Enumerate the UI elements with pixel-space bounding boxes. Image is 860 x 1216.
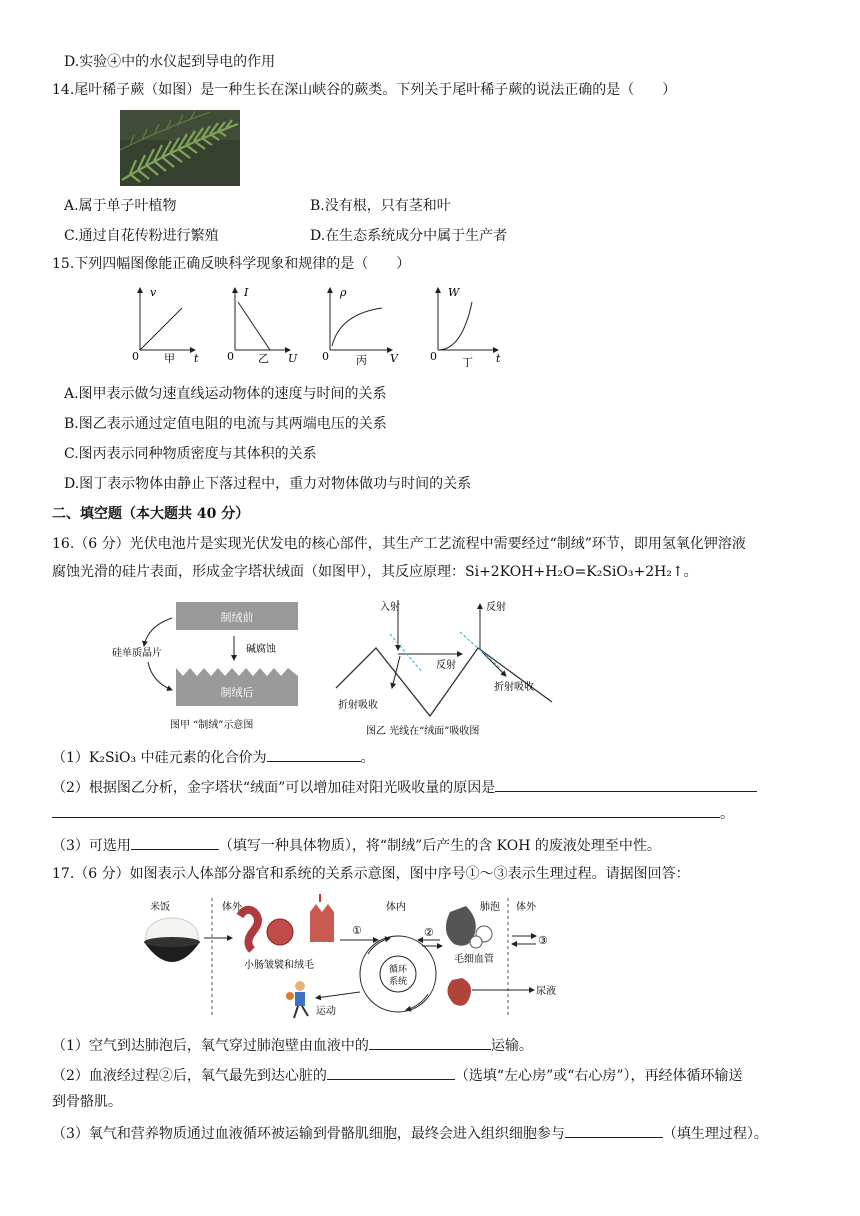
graph-jia-name: 甲	[164, 352, 175, 365]
graph-yi	[227, 286, 298, 365]
section-title: 二、填空题（本大题共 40 分）	[52, 506, 250, 522]
fig-n2: ②	[424, 926, 434, 939]
fig-inside: 体内	[386, 902, 406, 913]
fig-b-absorb-right: 折射吸收	[494, 682, 534, 693]
q17-part2	[52, 1064, 743, 1086]
fig-n1: ①	[352, 924, 362, 937]
q16-part1-end: 。	[360, 750, 375, 766]
fig-b-caption: 图乙 光线在“绒面”吸收图	[366, 726, 480, 737]
q17-figure	[140, 892, 560, 1020]
q15-option-a: A.图甲表示做匀速直线运动物体的速度与时间的关系	[64, 386, 387, 402]
graph-yi-ylabel: I	[244, 286, 249, 299]
graph-ding-ylabel: W	[448, 286, 460, 299]
graph-bing-xlabel: V	[390, 352, 398, 365]
q16-part2	[52, 776, 757, 798]
q16-part2-end: 。	[720, 806, 734, 822]
q16-part2-text: （2）根据图乙分析，金字塔状“绒面”可以增加硅对阳光吸收量的原因是	[52, 780, 496, 796]
fig-n3: ③	[538, 934, 548, 947]
q13-option-d: D.实验④中的水仪起到导电的作用	[64, 54, 276, 70]
fig-a-caption: 图甲 “制绒”示意图	[170, 720, 254, 731]
q15-option-c: C.图丙表示同种物质密度与其体积的关系	[64, 446, 317, 462]
q16-part1-text: （1）K₂SiO₃ 中硅元素的化合价为	[52, 750, 267, 766]
graph-yi-xlabel: U	[288, 352, 298, 365]
graph-ding	[430, 286, 501, 369]
q17-part3-text-b: （填生理过程）。	[662, 1126, 768, 1142]
fig-urine: 尿液	[536, 986, 556, 997]
fig-intestine: 小肠皱襞和绒毛	[244, 960, 314, 971]
q17-part3-text-a: （3）氧气和营养物质通过血液循环被运输到骨骼肌细胞，最终会进入组织细胞参与	[52, 1126, 565, 1142]
fig-rice: 米饭	[150, 902, 170, 913]
fig-b-absorb-left: 折射吸收	[338, 700, 378, 711]
graph-jia	[132, 286, 199, 365]
q16-part3	[52, 834, 661, 856]
q16-part3-text-a: （3）可选用	[52, 838, 131, 854]
q14-option-a: A.属于单子叶植物	[64, 198, 177, 214]
q16-part1	[52, 746, 375, 768]
graph-jia-ylabel: v	[150, 286, 157, 299]
fern-photo	[120, 110, 240, 186]
q15-option-b: B.图乙表示通过定值电阻的电流与其两端电压的关系	[64, 416, 387, 432]
fig-circ-2: 系统	[389, 977, 408, 987]
q16-figure-b	[330, 592, 570, 738]
fig-alveoli: 肺泡	[480, 902, 500, 913]
q17-part2-text-b: （选填“左心房”或“右心房”），再经体循环输送	[454, 1068, 743, 1084]
q14-option-c: C.通过自花传粉进行繁殖	[64, 228, 219, 244]
graph-bing	[322, 286, 399, 367]
fig-b-reflect-top: 反射	[486, 602, 506, 613]
fern-icon	[120, 110, 240, 186]
q17-part1-text-a: （1）空气到达肺泡后，氧气穿过肺泡壁由血液中的	[52, 1038, 369, 1054]
q16-figure-a	[108, 596, 328, 736]
fig-b-incident: 入射	[380, 602, 400, 613]
kidney-icon	[447, 978, 471, 1006]
q15-graphs	[120, 280, 520, 380]
fig-exercise: 运动	[316, 1006, 336, 1017]
graph-yi-name: 乙	[258, 352, 269, 365]
graph-yi-origin: 0	[227, 350, 234, 363]
graph-bing-ylabel: ρ	[340, 286, 347, 299]
q14-stem: 14.尾叶稀子蕨（如图）是一种生长在深山峡谷的蕨类。下列关于尾叶稀子蕨的说法正确的是（ ）	[52, 82, 677, 98]
q16-stem-1: 16.（6 分）光伏电池片是实现光伏发电的核心部件，其生产工艺流程中需要经过“制绒”环节，即用氢氧化钾溶液	[52, 536, 746, 552]
q17-part3	[52, 1122, 768, 1144]
fig-b-reflect-mid: 反射	[436, 660, 456, 671]
q16-answer-3[interactable]	[131, 834, 219, 850]
runner-icon	[286, 981, 308, 1018]
q17-part1	[52, 1034, 533, 1056]
q17-part2-cont: 到骨骼肌。	[52, 1094, 122, 1110]
q16-part3-text-b: （填写一种具体物质），将“制绒”后产生的含 KOH 的废液处理至中性。	[218, 838, 661, 854]
q15-stem: 15.下列四幅图像能正确反映科学现象和规律的是（ ）	[52, 256, 411, 272]
q16-answer-2-continued[interactable]	[52, 817, 720, 818]
q16-answer-1[interactable]	[267, 746, 361, 762]
graph-ding-xlabel: t	[496, 352, 501, 365]
graph-jia-origin: 0	[132, 350, 139, 363]
graph-bing-origin: 0	[322, 350, 329, 363]
fig-circ-1: 循环	[389, 965, 408, 975]
q17-part2-text-a: （2）血液经过程②后，氧气最先到达心脏的	[52, 1068, 327, 1084]
graph-ding-name: 丁	[462, 356, 473, 369]
graph-jia-xlabel: t	[194, 352, 199, 365]
intestine-icon	[240, 894, 334, 950]
fig-capillary: 毛细血管	[454, 954, 494, 965]
fig-a-wafer: 硅单质晶片	[112, 648, 162, 659]
q17-stem: 17.（6 分）如图表示人体部分器官和系统的关系示意图，图中序号①～③表示生理过程。请据图回答：	[52, 866, 690, 882]
q14-option-b: B.没有根，只有茎和叶	[310, 198, 451, 214]
q16-answer-2[interactable]	[495, 776, 757, 792]
q17-part1-text-b: 运输。	[490, 1038, 533, 1054]
fig-a-before: 制绒前	[220, 611, 254, 624]
q17-answer-3[interactable]	[565, 1122, 663, 1138]
q17-answer-1[interactable]	[369, 1034, 491, 1050]
fig-outside-left: 体外	[222, 902, 242, 913]
q17-answer-2[interactable]	[327, 1064, 455, 1080]
q15-option-d: D.图丁表示物体由静止下落过程中，重力对物体做功与时间的关系	[64, 476, 472, 492]
rice-bowl-icon	[144, 918, 200, 962]
fig-a-after: 制绒后	[220, 686, 254, 699]
q14-option-d: D.在生态系统成分中属于生产者	[310, 228, 508, 244]
graph-ding-origin: 0	[430, 350, 437, 363]
fig-outside-right: 体外	[516, 902, 536, 913]
q16-stem-2: 腐蚀光滑的硅片表面，形成金字塔状绒面（如图甲），其反应原理：Si+2KOH+H₂O=K₂SiO₃+2H₂↑。	[52, 564, 698, 580]
graph-bing-name: 丙	[356, 354, 367, 367]
fig-a-etch: 碱腐蚀	[246, 644, 276, 655]
